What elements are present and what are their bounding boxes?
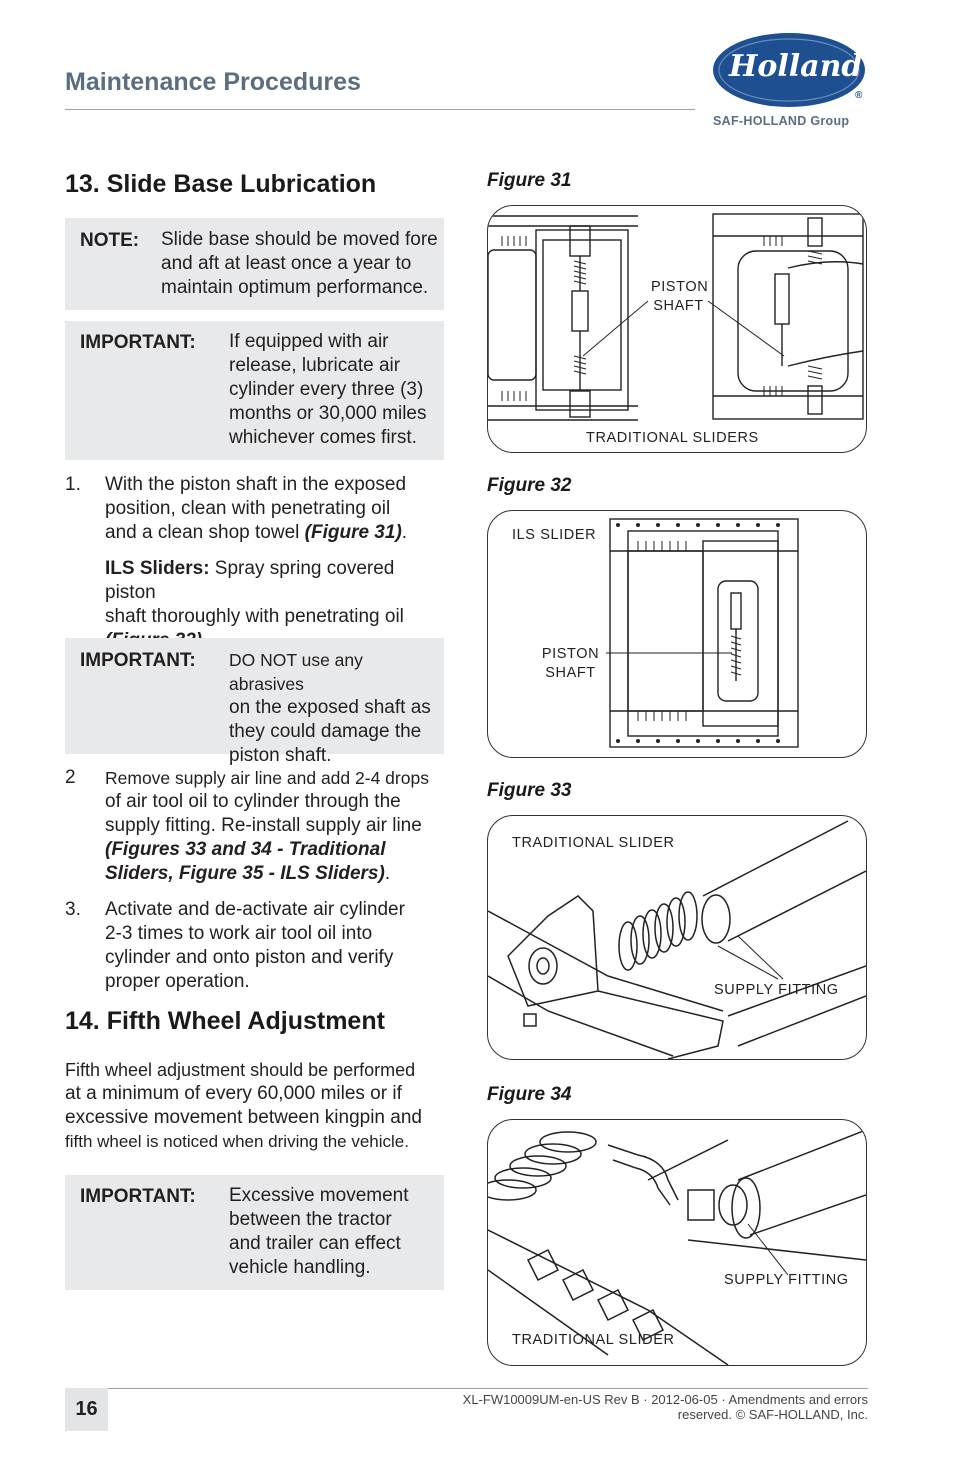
figure-33-label: TRADITIONAL SLIDER: [512, 835, 675, 851]
important-line: cylinder every three (3): [229, 379, 424, 400]
step-line: proper operation.: [105, 971, 250, 992]
brand-group: SAF-HOLLAND Group: [713, 114, 850, 128]
note-line: and aft at least once a year to: [161, 253, 412, 274]
callout-line: PISTON: [541, 646, 600, 662]
figure-31-caption: TRADITIONAL SLIDERS: [586, 430, 759, 446]
step-3-text: [105, 898, 450, 994]
ils-line: [105, 557, 450, 605]
important-box-1: [65, 321, 444, 460]
section-13-heading: 13. Slide Base Lubrication: [65, 170, 377, 198]
important-line: whichever comes first.: [229, 427, 417, 448]
important-text: [229, 1184, 441, 1280]
body-line: excessive movement between kingpin and: [65, 1107, 422, 1128]
step-line: Activate and de-activate air cylinder: [105, 899, 405, 920]
body-line: at a minimum of every 60,000 miles or if: [65, 1083, 402, 1104]
figure-32: [487, 510, 867, 758]
figure-32-label: ILS SLIDER: [512, 527, 597, 543]
note-line: maintain optimum performance.: [161, 277, 429, 298]
header-divider: [65, 109, 695, 110]
figure-32-callout: [538, 645, 603, 683]
step-line: [105, 521, 450, 545]
step-line: 2-3 times to work air tool oil into: [105, 923, 373, 944]
page-title: Maintenance Procedures: [65, 68, 361, 96]
important-text: [229, 330, 439, 450]
note-text: [161, 228, 451, 300]
important-label: IMPORTANT:: [80, 1186, 196, 1207]
step-line: cylinder and onto piston and verify: [105, 947, 394, 968]
important-line: on the exposed shaft as: [229, 697, 431, 718]
step-text: .: [401, 522, 408, 543]
important-line: DO NOT use any abrasives: [229, 650, 363, 694]
step-text: .: [384, 863, 391, 884]
figure-31: [487, 205, 867, 453]
important-line: Excessive movement: [229, 1185, 409, 1206]
figure-32-title: Figure 32: [487, 475, 572, 496]
section-14-text: [65, 1058, 450, 1154]
note-box: [65, 218, 444, 310]
figure-reference: (Figure 31): [304, 522, 402, 543]
step-line: position, clean with penetrating oil: [105, 498, 391, 519]
figure-33-illustration: [488, 816, 866, 1059]
figure-34-callout: SUPPLY FITTING: [724, 1272, 849, 1288]
figure-33-title: Figure 33: [487, 780, 572, 801]
footer-text: XL-FW10009UM-en-US Rev B · 2012-06-05 · Amendments and errors reserved. © SAF-HOLLAND, Inc.: [462, 1392, 868, 1422]
step-line: With the piston shaft in the exposed: [105, 474, 407, 495]
step-line: shaft thoroughly with penetrating oil: [105, 606, 404, 627]
figure-33-callout: SUPPLY FITTING: [714, 982, 839, 998]
body-line: fifth wheel is noticed when driving the vehicle.: [65, 1132, 409, 1151]
figure-34: [487, 1119, 867, 1366]
section-14-heading: 14. Fifth Wheel Adjustment: [65, 1007, 385, 1035]
figure-32-illustration: [488, 511, 866, 757]
important-line: and trailer can effect: [229, 1233, 401, 1254]
figure-34-label: TRADITIONAL SLIDER: [512, 1332, 675, 1348]
important-line: between the tractor: [229, 1209, 392, 1230]
important-text: [229, 648, 441, 768]
important-line: piston shaft.: [229, 745, 332, 766]
important-line: months or 30,000 miles: [229, 403, 427, 424]
important-line: If equipped with air: [229, 331, 389, 352]
step-text: and a clean shop towel: [105, 522, 305, 543]
callout-line: SHAFT: [653, 298, 704, 314]
figure-34-title: Figure 34: [487, 1084, 572, 1105]
step-2-text: [105, 766, 450, 886]
figure-reference: Sliders, Figure 35 - ILS Sliders): [105, 863, 385, 884]
step-1-number: 1.: [65, 474, 81, 495]
important-line: they could damage the: [229, 721, 422, 742]
callout-line: SHAFT: [545, 665, 596, 681]
ils-label: ILS Sliders:: [105, 558, 210, 579]
step-line: Remove supply air line and add 2-4 drops: [105, 768, 429, 788]
step-1-text: [105, 473, 450, 653]
figure-34-illustration: [488, 1120, 866, 1365]
figure-31-title: Figure 31: [487, 170, 572, 191]
logo-wordmark: Holland: [729, 49, 863, 84]
page-number: 16: [65, 1388, 108, 1431]
footer-divider: [108, 1388, 868, 1389]
important-line: vehicle handling.: [229, 1257, 371, 1278]
note-line: Slide base should be moved fore: [161, 229, 438, 250]
step-line: [105, 862, 450, 886]
step-3-number: 3.: [65, 899, 81, 920]
important-box-2: [65, 638, 444, 766]
important-label: IMPORTANT:: [80, 332, 196, 353]
important-box-3: [65, 1175, 444, 1290]
step-line: supply fitting. Re-install supply air line: [105, 815, 422, 836]
note-label: NOTE:: [80, 230, 140, 251]
body-line: Fifth wheel adjustment should be performed: [65, 1060, 416, 1080]
step-2-number: 2: [65, 767, 76, 788]
figure-reference: (Figures 33 and 34 - Traditional: [105, 839, 386, 860]
figure-31-callout: [651, 278, 709, 316]
important-label: IMPORTANT:: [80, 650, 196, 671]
registered-mark: ®: [855, 90, 863, 101]
important-line: release, lubricate air: [229, 355, 401, 376]
callout-line: PISTON: [651, 279, 709, 295]
holland-logo: [713, 30, 869, 108]
step-line: of air tool oil to cylinder through the: [105, 791, 401, 812]
figure-33: [487, 815, 867, 1060]
figure-31-illustration: [488, 206, 866, 452]
step-text: Spray spring covered piston: [105, 558, 395, 603]
